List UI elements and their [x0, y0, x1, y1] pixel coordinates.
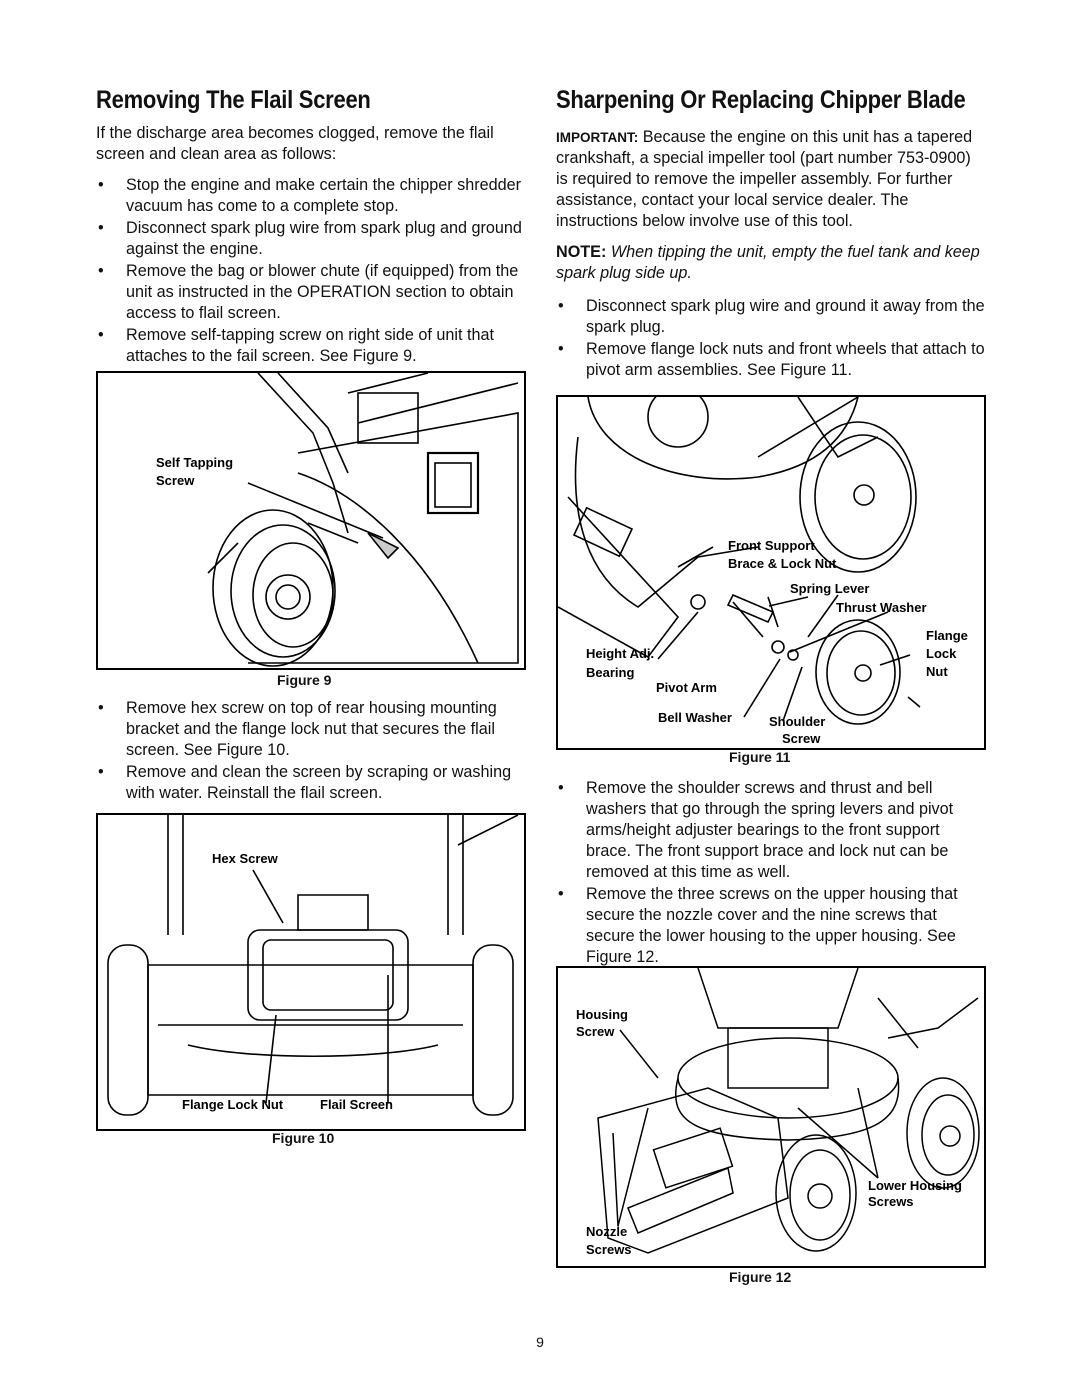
figure-10-caption: Figure 10	[272, 1130, 335, 1146]
figure-9-caption: Figure 9	[277, 672, 332, 688]
fig11-label-bell-washer: Bell Washer	[658, 710, 732, 725]
fig12-label-screw: Screw	[576, 1024, 615, 1039]
right-column	[556, 86, 986, 381]
list-item: • Remove the shoulder screws and thrust and bell washers that go through the spring levers and pivot arms/height adjuster bearings to the front support brace. The front support brace and lock nut can be removed at this time as well.	[556, 778, 986, 883]
fig11-label-front-support: Front Support	[728, 538, 815, 553]
left-column-lower	[96, 698, 524, 804]
list-item: • Remove hex screw on top of rear housing mounting bracket and the flange lock nut that secures the flail screen. See Figure 10.	[96, 698, 524, 761]
fig11-label-spring-lever: Spring Lever	[790, 581, 870, 596]
fig12-label-housing: Housing	[576, 1007, 628, 1022]
fig9-label-self-tapping: Self Tapping	[156, 455, 234, 470]
fig11-label-flange: Flange	[926, 628, 968, 643]
fig10-label-flange-lock-nut: Flange Lock Nut	[182, 1097, 284, 1112]
figure-9	[96, 371, 526, 670]
list-item: • Disconnect spark plug wire from spark plug and ground against the engine.	[96, 218, 524, 260]
list-item: • Disconnect spark plug wire and ground it away from the spark plug.	[556, 296, 986, 338]
list-item: • Remove and clean the screen by scraping or washing with water. Reinstall the flail screen.	[96, 762, 524, 804]
important-paragraph	[556, 127, 986, 232]
figure-12-caption: Figure 12	[729, 1269, 792, 1285]
flail-intro: If the discharge area becomes clogged, remove the flail screen and clean area as follows:	[96, 124, 494, 163]
figure-9-illustration	[98, 373, 524, 668]
important-label: IMPORTANT:	[556, 130, 639, 145]
note-label: NOTE:	[556, 243, 607, 261]
figure-11-caption: Figure 11	[729, 749, 791, 765]
figure-11-illustration	[558, 397, 984, 748]
fig11-label-bearing: Bearing	[586, 665, 635, 680]
fig11-label-height-adj: Height Adj.	[586, 646, 655, 661]
blade-steps-1	[556, 296, 986, 381]
fig9-label-screw: Screw	[156, 473, 195, 488]
list-item: • Remove self-tapping screw on right side of unit that attaches to the fail screen. See Figure 9.	[96, 325, 524, 367]
figure-12	[556, 966, 986, 1268]
important-text: Because the engine on this unit has a tapered crankshaft, a special impeller tool (part number 753-0900) is required to remove the impeller assembly. For further assistance, contact your local service dealer. The instructions below involve use of this tool.	[556, 128, 973, 230]
left-column	[96, 86, 524, 367]
fig12-label-screws: Screws	[868, 1194, 914, 1209]
fig12-label-nozzle: Nozzle	[586, 1224, 628, 1239]
note-paragraph	[556, 242, 986, 284]
figure-12-illustration	[558, 968, 984, 1266]
fig10-label-hex-screw: Hex Screw	[212, 851, 278, 866]
fig11-label-shoulder: Shoulder	[769, 714, 826, 729]
section-title-flail-screen: Removing The Flail Screen	[96, 86, 371, 114]
fig12-label-lower-housing: Lower Housing	[868, 1178, 962, 1193]
page-number: 9	[536, 1334, 544, 1350]
list-item: • Remove the bag or blower chute (if equipped) from the unit as instructed in the OPERATION section to obtain access to flail screen.	[96, 261, 524, 324]
list-item: • Stop the engine and make certain the chipper shredder vacuum has come to a complete stop.	[96, 175, 524, 217]
flail-steps-1	[96, 175, 524, 367]
section-title-chipper-blade: Sharpening Or Replacing Chipper Blade	[556, 86, 966, 114]
blade-steps-2	[556, 778, 986, 968]
note-text: When tipping the unit, empty the fuel tank and keep spark plug side up.	[556, 243, 980, 282]
fig11-label-brace-lock-nut: Brace & Lock Nut	[728, 556, 837, 571]
figure-11	[556, 395, 986, 750]
list-item: • Remove the three screws on the upper housing that secure the nozzle cover and the nine screws that secure the lower housing to the upper housing. See Figure 12.	[556, 884, 986, 968]
figure-10-illustration	[98, 815, 524, 1129]
right-column-lower	[556, 778, 986, 968]
fig11-label-pivot-arm: Pivot Arm	[656, 680, 717, 695]
figure-10	[96, 813, 526, 1131]
fig10-label-flail-screen: Flail Screen	[320, 1097, 393, 1112]
list-item: • Remove flange lock nuts and front wheels that attach to pivot arm assemblies. See Figure 11.	[556, 339, 986, 381]
fig12-label-nozzle-screws: Screws	[586, 1242, 632, 1257]
fig11-label-lock: Lock	[926, 646, 957, 661]
fig11-label-thrust-washer: Thrust Washer	[836, 600, 927, 615]
fig11-label-screw: Screw	[782, 731, 821, 746]
fig11-label-nut: Nut	[926, 664, 948, 679]
flail-steps-2	[96, 698, 524, 804]
